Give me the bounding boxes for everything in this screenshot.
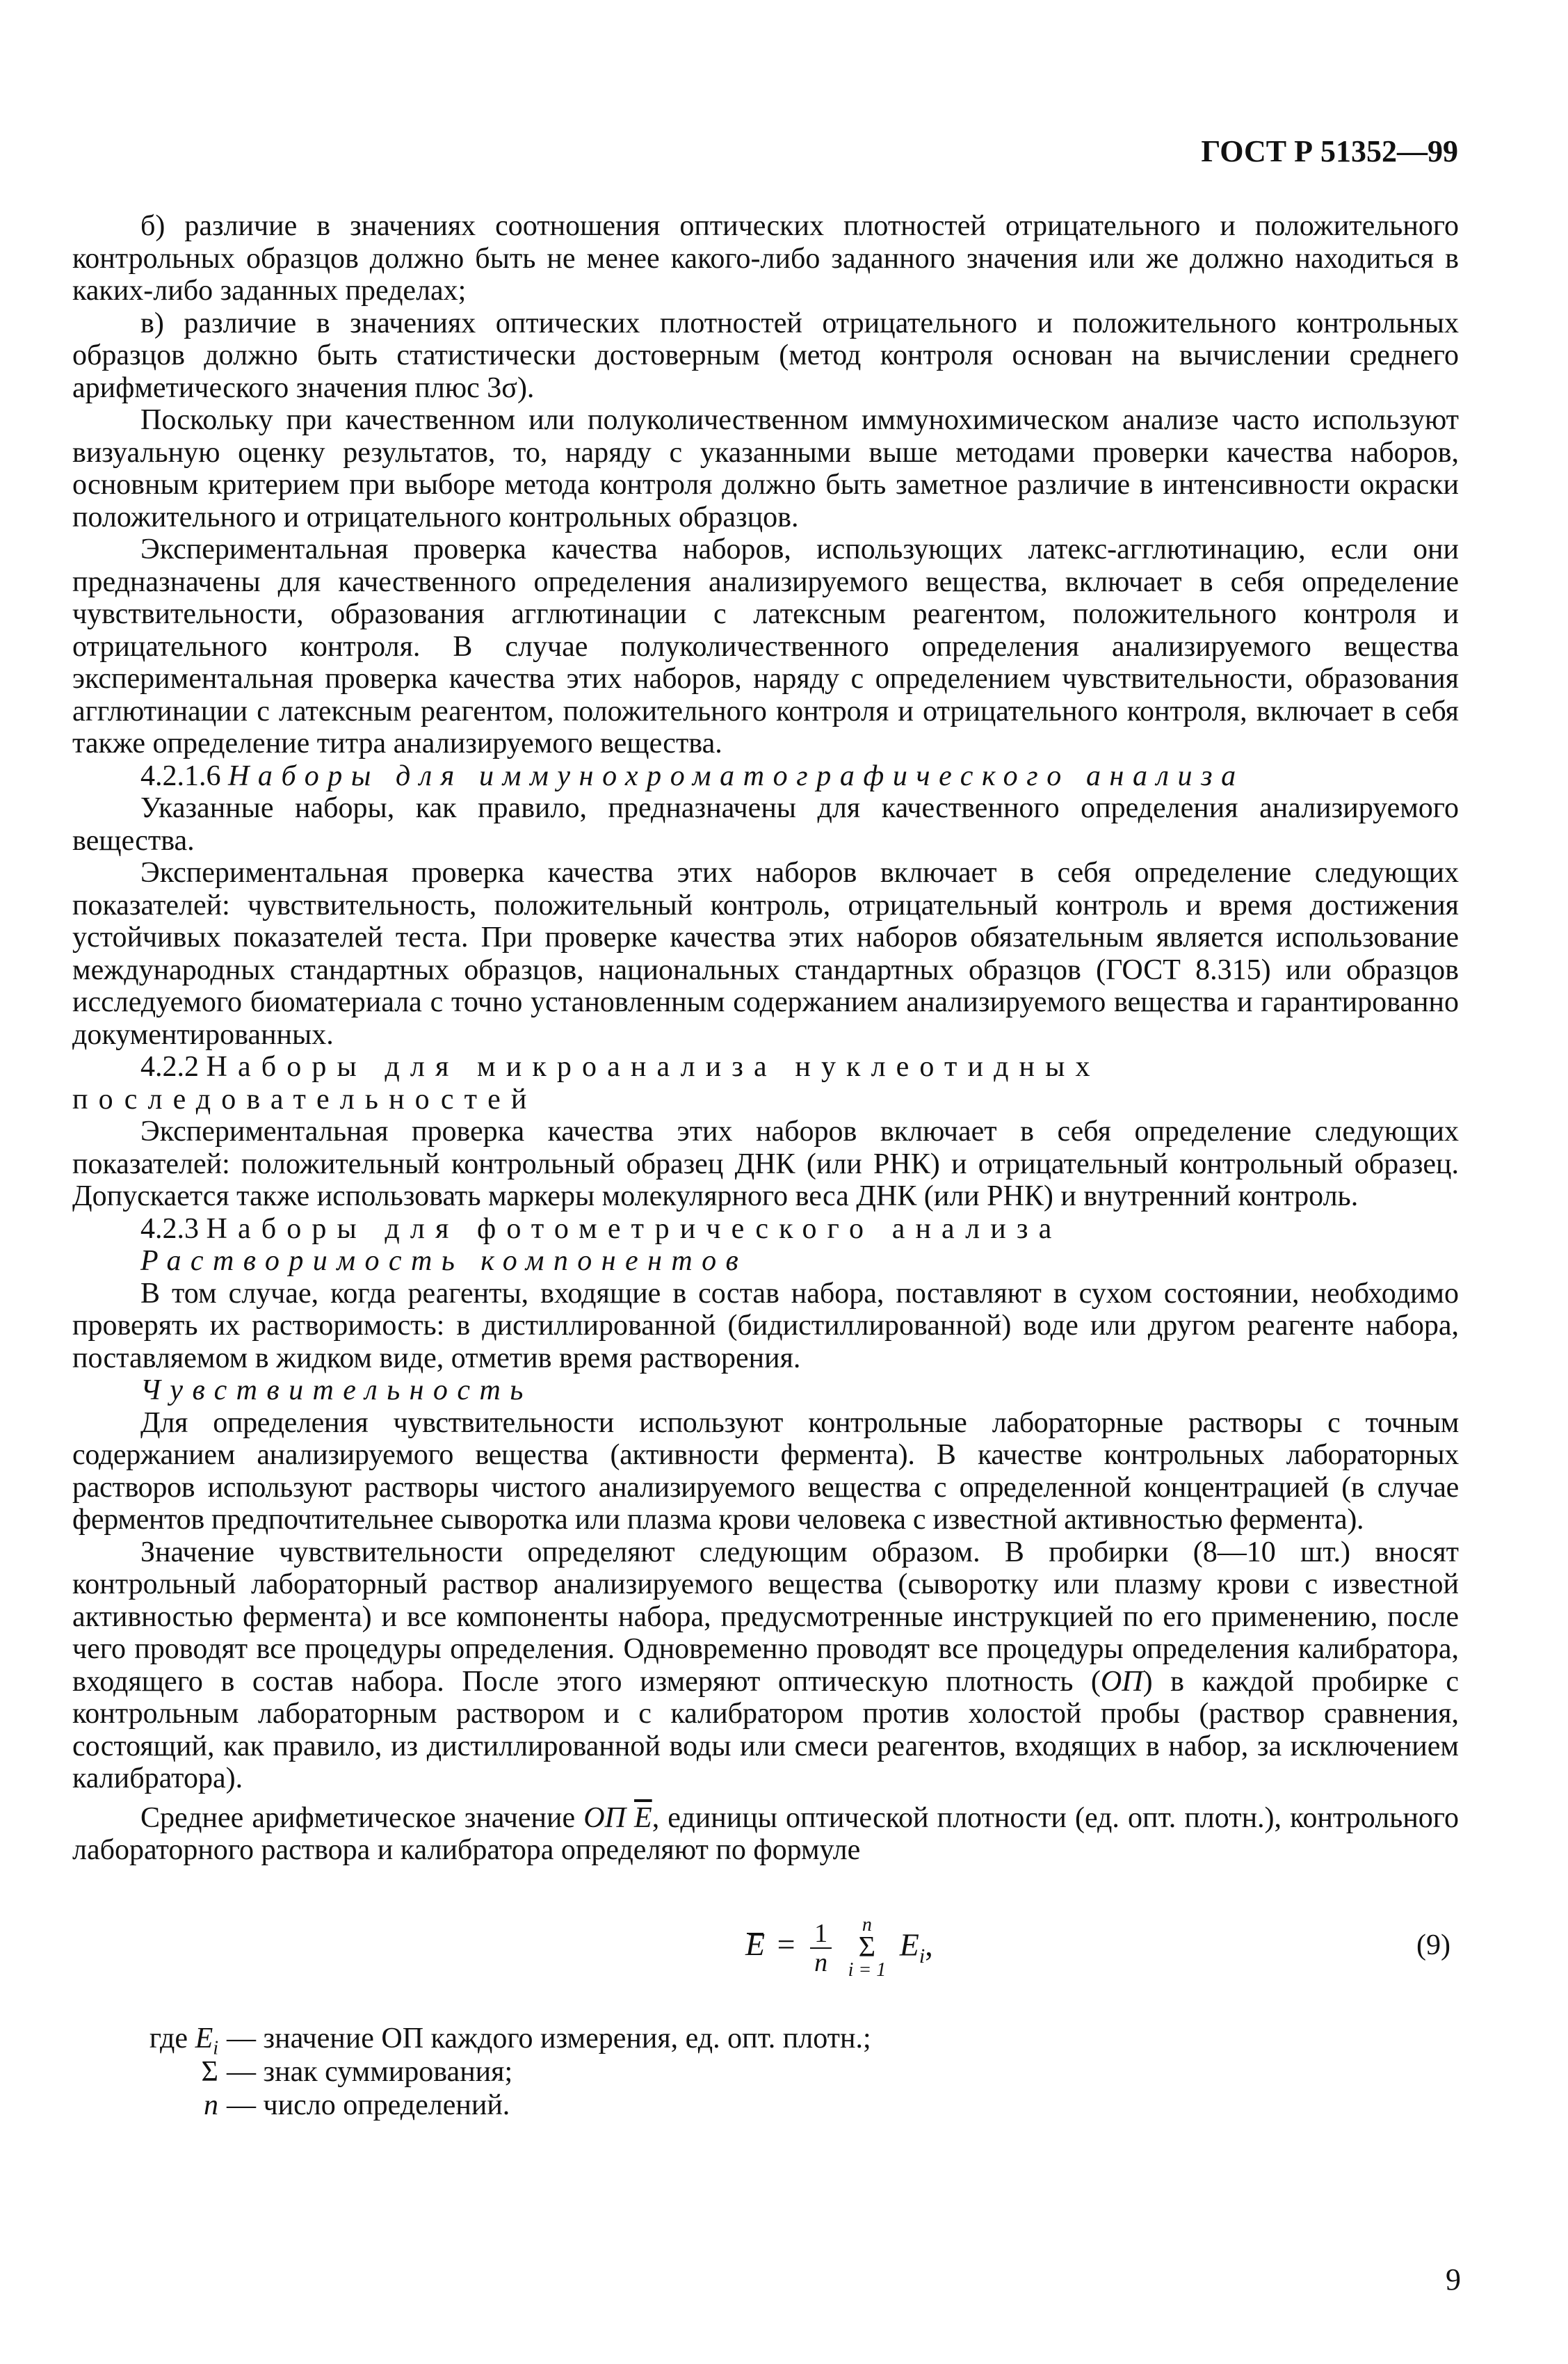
symbol-subscript: i (213, 2036, 218, 2059)
paragraph: Поскольку при качественном или полуколичественном иммунохимическом анализе часто используют визуальную оценку результатов, то, наряду с указанными выше методами проверки качества наборов, основным критерием при выборе метода контроля должно быть заметное различие в интенсивности окраски положительного и отрицательного контрольных образцов. (72, 404, 1459, 533)
text-run: Среднее арифметическое значение (140, 1801, 584, 1834)
symbol: E (195, 2022, 213, 2055)
paragraph: в) различие в значениях оптических плотностей отрицательного и положительного контрольных образцов должно быть статистически достоверным (метод контроля основан на вычислении среднего арифметического значения плюс 3σ). (72, 307, 1459, 404)
sum-upper-limit: n (862, 1913, 872, 1936)
text-run: Значение чувствительности определяют следующим образом. В пробирки (8—10 шт.) вносят контрольный лабораторный раствор анализируемого вещества (сыворотку или плазму крови с известной активностью фермента) и все компоненты набора, предусмотренные инструкцией по его применению, после чего проводят все процедуры определения. Одновременно проводят все процедуры определения калибратора, входящего в состав набора. После этого измеряют оптическую плотность ( (72, 1536, 1459, 1698)
page-number: 9 (1446, 2262, 1461, 2297)
section-heading-422 (72, 1051, 1459, 1116)
mean-symbol: $\overline{E}$ (634, 1801, 652, 1834)
symbol: n (204, 2089, 218, 2121)
section-heading-423 (72, 1213, 1459, 1246)
paragraph (72, 1802, 1459, 1867)
section-title: Наборы для фотометрического анализа (206, 1212, 1062, 1245)
fraction-denominator: n (814, 1947, 828, 1977)
term-symbol: E (899, 1927, 919, 1963)
sum-lower-limit: i = 1 (848, 1959, 887, 1981)
paragraph: Для определения чувствительности используют контрольные лабораторные растворы с точным содержанием анализируемого вещества (активности фермента). В качестве контрольных лабораторных растворов используют растворы чистого анализируемого вещества с определенной концентрацией (в случае ферментов предпочтительнее сыворотка или плазма крови человека с известной активностью фермента). (72, 1406, 1459, 1536)
equals-sign: = (777, 1927, 795, 1963)
legend-text: — знак суммирования; (227, 2055, 513, 2088)
summation (848, 1915, 887, 1981)
document-body (72, 210, 1459, 2123)
sum-sign: Σ (858, 1931, 876, 1963)
section-number: 4.2.1.6 (140, 759, 221, 792)
fraction-numerator: 1 (810, 1920, 832, 1949)
paragraph: Экспериментальная проверка качества наборов, использующих латекс-агглютинацию, если они предназначены для качественного определения анализируемого вещества, включает в себя определение чувствительности, образования агглютинации с латексным реагентом, положительного контроля и отрицательного контроля. В случае полуколичественного определения анализируемого вещества экспериментальная проверка качества этих наборов, наряду с определением чувствительности, образования агглютинации с латексным реагентом, положительного контроля и отрицательного контроля, включает в себя также определение титра анализируемого вещества. (72, 533, 1459, 759)
legend-block (72, 2023, 1459, 2123)
formula-expression (745, 1915, 933, 1981)
paragraph: б) различие в значениях соотношения оптических плотностей отрицательного и положительного контрольных образцов должно быть не менее какого-либо заданного значения или же должно находиться в каких-либо заданных пределах; (72, 210, 1459, 307)
op-symbol: ОП (1100, 1665, 1143, 1698)
legend-text: — число определений. (227, 2089, 510, 2121)
section-heading-4216 (72, 760, 1459, 793)
op-symbol: ОП (583, 1801, 626, 1834)
section-title: Наборы для иммунохроматографического анализа (228, 759, 1245, 792)
text-run: ) в каждой пробирке с контрольным лабораторным раствором и с калибратором против холостой пробы (раствор сравнения, состоящий, как правило, из дистиллированной воды или смеси реагентов, входящих в набор, за исключением калибратора). (72, 1665, 1459, 1794)
legend-symbol (72, 2056, 227, 2089)
fraction (810, 1920, 832, 1977)
paragraph: Указанные наборы, как правило, предназначены для качественного определения анализируемого вещества. (72, 792, 1459, 857)
legend-row (72, 2022, 1459, 2059)
paragraph (72, 1536, 1459, 1795)
section-title: Наборы для микроанализа нуклеотидных последовательностей (72, 1051, 1101, 1116)
mean-symbol: E (745, 1927, 766, 1963)
legend-lead: где (149, 2022, 188, 2055)
subsection-heading: Растворимость компонентов (140, 1245, 748, 1277)
legend-row (72, 2056, 1459, 2089)
paragraph: Экспериментальная проверка качества этих наборов включает в себя определение следующих показателей: чувствительность, положительный контроль, отрицательный контроль и время достижения устойчивых показателей теста. При проверке качества этих наборов обязательным является использование международных стандартных образцов, национальных стандартных образцов (ГОСТ 8.315) или образцов исследуемого биоматериала с точно установленным содержанием анализируемого вещества и гарантированно документированных. (72, 857, 1459, 1051)
section-number: 4.2.3 (140, 1212, 199, 1245)
legend-text: — значение ОП каждого измерения, ед. опт. плотн.; (227, 2022, 871, 2055)
text-run: , единицы оптической плотности (ед. опт. плотн.), контрольного лабораторного раствора и калибратора определяют по формуле (72, 1801, 1459, 1866)
section-number: 4.2.2 (140, 1051, 199, 1083)
term-subscript: i (919, 1944, 926, 1968)
legend-row (72, 2089, 1459, 2123)
symbol: Σ (201, 2055, 218, 2088)
subsection-heading: Чувствительность (140, 1374, 533, 1406)
paragraph: Экспериментальная проверка качества этих наборов включает в себя определение следующих показателей: положительный контрольный образец ДНК (или РНК) и отрицательный контрольный образец. Допускается также использовать маркеры молекулярного веса ДНК (или РНК) и внутренний контроль. (72, 1116, 1459, 1212)
formula-9 (72, 1897, 1459, 1995)
legend-symbol (72, 2089, 227, 2122)
paragraph: В том случае, когда реагенты, входящие в состав набора, поставляют в сухом состоянии, необходимо проверять их растворимость: в дистиллированной (бидистиллированной) воде или другом реагенте набора, поставляемом в жидком виде, отметив время растворения. (72, 1277, 1459, 1374)
standard-header: ГОСТ Р 51352—99 (1201, 134, 1458, 168)
formula-tail: , (925, 1927, 933, 1963)
formula-number: (9) (1416, 1929, 1450, 1961)
